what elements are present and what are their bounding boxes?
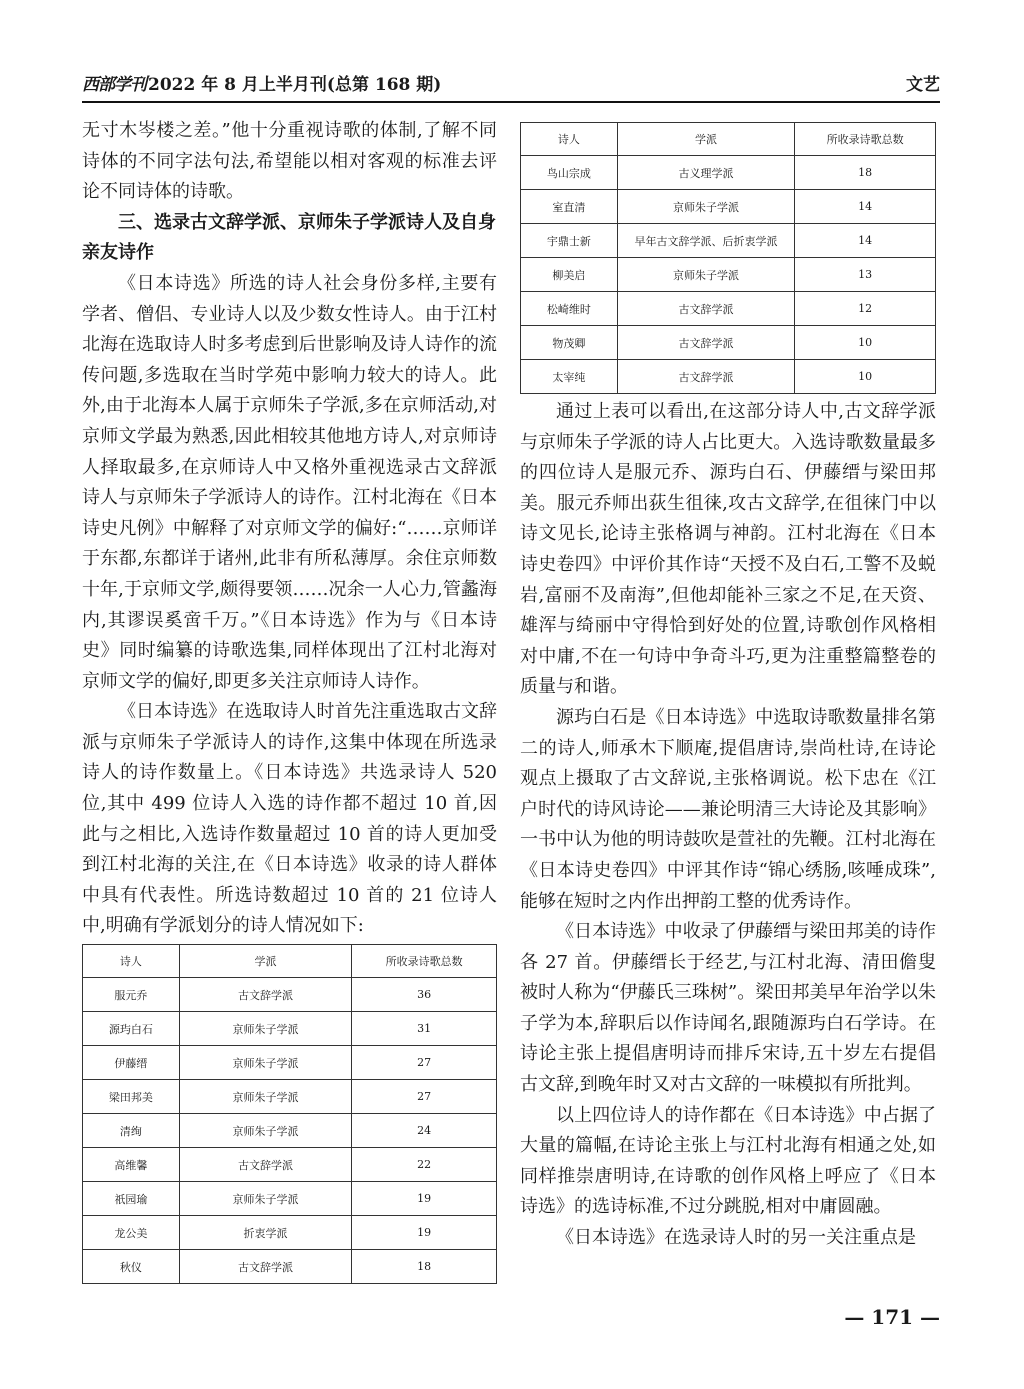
poet-name-cell: 松崎维时 [521,292,618,326]
school-cell: 古文辞学派 [617,360,795,394]
table-row [521,224,936,258]
table-row [83,1148,497,1182]
table-row [521,292,936,326]
poem-count-cell: 10 [795,326,936,360]
poet-name-cell: 源玙白石 [83,1012,180,1046]
poem-count-cell: 22 [352,1148,497,1182]
school-cell: 古义理学派 [617,156,795,190]
school-cell: 京师朱子学派 [179,1182,352,1216]
school-cell: 古文辞学派 [179,1250,352,1284]
poem-count-cell: 14 [795,190,936,224]
column-header: 诗人 [83,945,180,978]
table-row [521,326,936,360]
school-cell: 京师朱子学派 [179,1012,352,1046]
column-header: 诗人 [521,123,618,156]
poet-name-cell: 室直清 [521,190,618,224]
poet-name-cell: 服元乔 [83,978,180,1012]
poem-count-cell: 18 [352,1250,497,1284]
school-cell: 京师朱子学派 [617,190,795,224]
table-row [83,1250,497,1284]
table-row [83,1114,497,1148]
table-row [521,258,936,292]
poet-name-cell: 祇园瑜 [83,1182,180,1216]
poet-name-cell: 物茂卿 [521,326,618,360]
left-column [82,116,497,942]
paragraph: 《日本诗选》在选录诗人时的另一关注重点是 [556,1227,916,1249]
column-header: 学派 [179,945,352,978]
poet-name-cell: 太宰纯 [521,360,618,394]
poet-table-left-body [83,945,497,1284]
poet-name-cell: 龙公美 [83,1216,180,1250]
poet-name-cell: 宇鼎士新 [521,224,618,258]
poet-name-cell: 梁田邦美 [83,1080,180,1114]
table-row [83,1182,497,1216]
poem-count-cell: 13 [795,258,936,292]
paragraph: 源玙白石是《日本诗选》中选取诗歌数量排名第二的诗人,师承木下顺庵,提倡唐诗,崇尚杜诗,在诗论观点上摄取了古文辞说,主张格调说。松下忠在《江户时代的诗风诗论——兼论明清三大诗论及其影响》一书中认为他的明诗鼓吹是萱社的先鞭。江村北海在《日本诗史卷四》中评其作诗“锦心绣肠,咳唾成珠”,能够在短时之内作出押韵工整的优秀诗作。 [520,706,936,912]
poem-count-cell: 19 [352,1216,497,1250]
paragraph: 《日本诗选》中收录了伊藤缙与梁田邦美的诗作各 27 首。伊藤缙长于经艺,与江村北海、清田儋叟被时人称为“伊藤氏三珠树”。梁田邦美早年治学以朱子学为本,辞职后以作诗闻名,跟随源玙白石学诗。在诗论主张上提倡唐明诗而排斥宋诗,五十岁左右提倡古文辞,到晚年时又对古文辞的一味模拟有所批判。 [520,921,936,1096]
poet-name-cell: 高维馨 [83,1148,180,1182]
paragraph: 《日本诗选》在选取诗人时首先注重选取古文辞派与京师朱子学派诗人的诗作,这集中体现在所选录诗人的诗作数量上。《日本诗选》共选录诗人 520 位,其中 499 位诗人入选的诗作都不超过 10 首,因此与之相比,入选诗作数量超过 10 首的诗人更加受到江村北海的关注,在《日本诗选》收录的诗人群体中具有代表性。所选诗数超过 10 首的 21 位诗人中,明确有学派划分的诗人情况如下: [82,701,497,937]
poem-count-cell: 12 [795,292,936,326]
paragraph: 以上四位诗人的诗作都在《日本诗选》中占据了大量的篇幅,在诗论主张上与江村北海有相通之处,如同样推崇唐明诗,在诗歌的创作风格上呼应了《日本诗选》的选诗标准,不过分跳脱,相对中庸圆融。 [520,1104,936,1218]
poet-table-right [520,122,936,394]
table-row [83,1046,497,1080]
paragraph: 《日本诗选》所选的诗人社会身份多样,主要有学者、僧侣、专业诗人以及少数女性诗人。由于江村北海在选取诗人时多考虑到后世影响及诗人诗作的流传问题,多选取在当时学苑中影响力较大的诗人。此外,由于北海本人属于京师朱子学派,多在京师活动,对京师文学最为熟悉,因此相较其他地方诗人,对京师诗人择取最多,在京师诗人中又格外重视选录古文辞派诗人与京师朱子学派诗人的诗作。江村北海在《日本诗史凡例》中解释了对京师文学的偏好:“……京师详于东都,东都详于诸州,此非有所私薄厚。余住京师数十年,于京师文学,颇得要领……况余一人心力,管蠡海内,其谬误奚啻千万。”《日本诗选》作为与《日本诗史》同时编纂的诗歌选集,同样体现出了江村北海对京师文学的偏好,即更多关注京师诗人诗作。 [82,272,497,692]
poet-name-cell: 鸟山宗成 [521,156,618,190]
header-rule [82,101,940,103]
poet-name-cell: 柳美启 [521,258,618,292]
journal-logo: 西部学刊 [82,75,146,95]
poet-name-cell: 秋仪 [83,1250,180,1284]
poem-count-cell: 14 [795,224,936,258]
poet-table-left [82,944,497,1284]
table-row [83,1012,497,1046]
poem-count-cell: 10 [795,360,936,394]
poet-name-cell: 清绚 [83,1114,180,1148]
school-cell: 古文辞学派 [617,326,795,360]
school-cell: 古文辞学派 [179,978,352,1012]
poem-count-cell: 18 [795,156,936,190]
school-cell: 古文辞学派 [617,292,795,326]
section-heading: 三、选录古文辞学派、京师朱子学派诗人及自身亲友诗作 [82,211,496,264]
table-row [521,360,936,394]
table-row [521,190,936,224]
right-column [520,397,936,1254]
table-header-row [521,123,936,156]
poet-table-right-body [521,123,936,394]
school-cell: 京师朱子学派 [179,1114,352,1148]
section-label: 文艺 [906,75,940,95]
issue-info: 2022 年 8 月上半月刊(总第 168 期) [148,75,442,95]
poem-count-cell: 31 [352,1012,497,1046]
journal-title [82,70,441,95]
school-cell: 京师朱子学派 [179,1080,352,1114]
table-header-row [83,945,497,978]
school-cell: 古文辞学派 [179,1148,352,1182]
poem-count-cell: 24 [352,1114,497,1148]
paragraph: 无寸木岑楼之差。”他十分重视诗歌的体制,了解不同诗体的不同字法句法,希望能以相对客观的标准去评论不同诗体的诗歌。 [82,120,497,203]
running-header [82,70,940,96]
page-number: — 171 — [844,1305,940,1329]
column-header: 所收录诗歌总数 [795,123,936,156]
table-row [83,1216,497,1250]
table-row [83,1080,497,1114]
paragraph: 通过上表可以看出,在这部分诗人中,古文辞学派与京师朱子学派的诗人占比更大。入选诗歌数量最多的四位诗人是服元乔、源玙白石、伊藤缙与梁田邦美。服元乔师出荻生徂徕,攻古文辞学,在徂徕门中以诗文见长,论诗主张格调与神韵。江村北海在《日本诗史卷四》中评价其作诗“天授不及白石,工警不及蜕岩,富丽不及南海”,但他却能补三家之不足,在天资、雄浑与绮丽中守得恰到好处的位置,诗歌创作风格相对中庸,不在一句诗中争奇斗巧,更为注重整篇整卷的质量与和谐。 [520,401,936,698]
school-cell: 京师朱子学派 [617,258,795,292]
poem-count-cell: 19 [352,1182,497,1216]
table-row [521,156,936,190]
school-cell: 折衷学派 [179,1216,352,1250]
column-header: 学派 [617,123,795,156]
school-cell: 京师朱子学派 [179,1046,352,1080]
poet-name-cell: 伊藤缙 [83,1046,180,1080]
poem-count-cell: 27 [352,1046,497,1080]
poem-count-cell: 27 [352,1080,497,1114]
column-header: 所收录诗歌总数 [352,945,497,978]
table-row [83,978,497,1012]
poem-count-cell: 36 [352,978,497,1012]
school-cell: 早年古文辞学派、后折衷学派 [617,224,795,258]
